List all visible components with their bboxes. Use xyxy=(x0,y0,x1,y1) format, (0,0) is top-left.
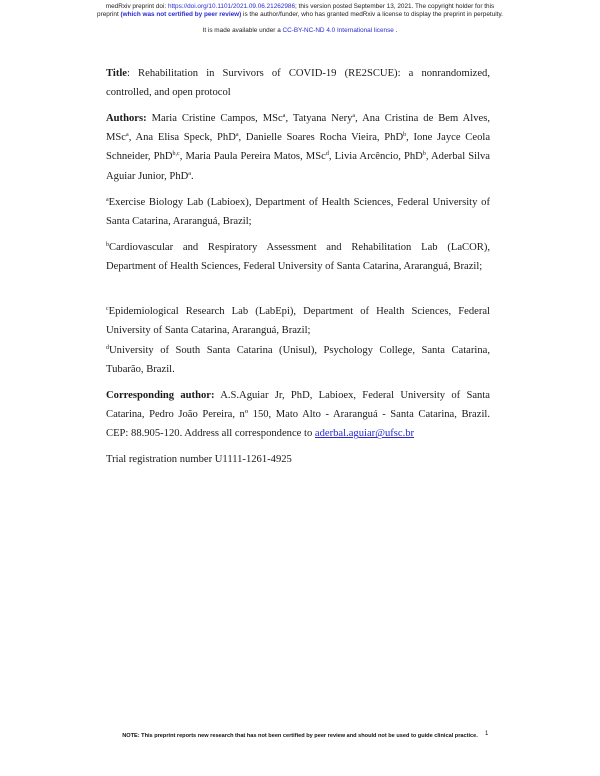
authors-label: Authors: xyxy=(106,113,147,124)
author-affiliation-marker: b xyxy=(403,132,407,139)
doi-link[interactable]: https://doi.org/10.1101/2021.09.06.21262986 xyxy=(167,3,296,10)
license-link[interactable]: CC-BY-NC-ND 4.0 International license xyxy=(282,27,394,34)
corresponding-block xyxy=(106,386,490,444)
page-number: 1 xyxy=(485,731,489,737)
author-affiliation-marker: a xyxy=(282,113,286,119)
preprint-note: NOTE: This preprint reports new research that has not been certified by peer review and should not be used to guide clinical practice. xyxy=(122,733,478,739)
affiliation-marker: c xyxy=(106,306,109,312)
author-name: Ione Jayce Ceola Schneider, PhD xyxy=(106,132,491,163)
affiliation-marker: a xyxy=(106,197,109,203)
corresponding-label: Corresponding author: xyxy=(106,390,215,401)
trial-registration: Trial registration number U1111-1261-4925 xyxy=(106,454,292,465)
author-name: Aderbal Silva Aguiar Junior, PhD xyxy=(106,151,491,182)
author-separator: , xyxy=(238,132,246,144)
author-affiliation-marker: b,c xyxy=(172,151,180,158)
author-separator: , xyxy=(355,113,363,124)
affiliation-a xyxy=(106,193,490,231)
paper-title: : Rehabilitation in Survivors of COVID-19 (RE2SCUE): a nonrandomized, controlled, and open protocol xyxy=(106,68,490,99)
header-license-text: is the author/funder, who has granted medRxiv a license to display the preprint in perpetuity. xyxy=(241,11,503,18)
header-line-1 xyxy=(30,3,570,11)
header-period: . xyxy=(393,27,398,34)
affiliation-d xyxy=(106,341,490,379)
author-affiliation-marker: b xyxy=(422,151,426,158)
header-line-2 xyxy=(30,11,570,19)
author-affiliation-marker: a xyxy=(126,132,129,139)
author-separator: , xyxy=(285,113,293,124)
author-affiliation-marker: a xyxy=(188,170,191,177)
author-separator: , xyxy=(406,132,414,144)
header-line-3 xyxy=(0,27,600,35)
author-name: Danielle Soares Rocha Vieira, PhD xyxy=(245,132,404,144)
author-name: Ana Cristina de Bem Alves, MSc xyxy=(106,113,491,144)
affiliation-text: Epidemiological Research Lab (LabEpi), Department of Health Sciences, Federal University of Santa Catarina, Araranguá, Brazil; xyxy=(106,306,490,337)
affiliation-c xyxy=(106,302,490,340)
affiliation-marker: d xyxy=(106,345,109,351)
author-affiliation-marker: a xyxy=(352,113,356,119)
affiliation-text: University of South Santa Catarina (Unisul), Psychology College, Santa Catarina, Tubarão, Brazil. xyxy=(106,345,490,376)
affiliation-marker: b xyxy=(106,242,109,248)
affiliation-b xyxy=(106,238,490,276)
header-available-text: It is made available under a xyxy=(202,27,283,34)
authors-block xyxy=(106,109,490,186)
email-link[interactable]: aderbal.aguiar@ufsc.br xyxy=(314,428,415,440)
trial-block xyxy=(106,450,490,469)
author-name: Maria Cristine Campos, MSc xyxy=(151,113,283,124)
author-name: Ana Elisa Speck, PhD xyxy=(135,132,236,144)
author-separator: , xyxy=(128,132,136,144)
affiliation-text: Exercise Biology Lab (Labioex), Department of Health Sciences, Federal University of Santa Catarina, Araranguá, Brazil; xyxy=(106,197,490,228)
author-separator: , xyxy=(179,151,186,163)
header-preprint-prefix: preprint xyxy=(97,11,121,18)
author-affiliation-marker: d xyxy=(325,151,329,158)
affiliation-text: Cardiovascular and Respiratory Assessment and Rehabilitation Lab (LaCOR), Department of Health Sciences, Federal University of Santa Catarina, Araranguá, Brazil; xyxy=(106,242,490,273)
corresponding-text: A.S.Aguiar Jr, PhD, Labioex, Federal University of Santa Catarina, Pedro João Pereira, nº 150, Mato Alto - Araranguá - Santa Catarina, Brazil. CEP: 88.905-120. Address all correspondence to xyxy=(106,390,490,440)
header-peer-review-note: (which was not certified by peer review) xyxy=(120,11,242,18)
author-separator: , xyxy=(425,151,432,163)
header-posted-text: ; this version posted September 13, 2021. The copyright holder for this xyxy=(295,3,495,10)
author-name: Tatyana Nery xyxy=(292,113,353,124)
title-block xyxy=(106,64,490,102)
title-label: Title xyxy=(106,68,127,79)
author-separator: . xyxy=(190,170,194,182)
author-affiliation-marker: a xyxy=(235,132,239,139)
author-name: Maria Paula Pereira Matos, MSc xyxy=(185,151,326,163)
header-doi-prefix: medRxiv preprint doi: xyxy=(105,3,168,10)
author-name: Livia Arcêncio, PhD xyxy=(334,151,423,163)
author-separator: , xyxy=(328,151,335,163)
